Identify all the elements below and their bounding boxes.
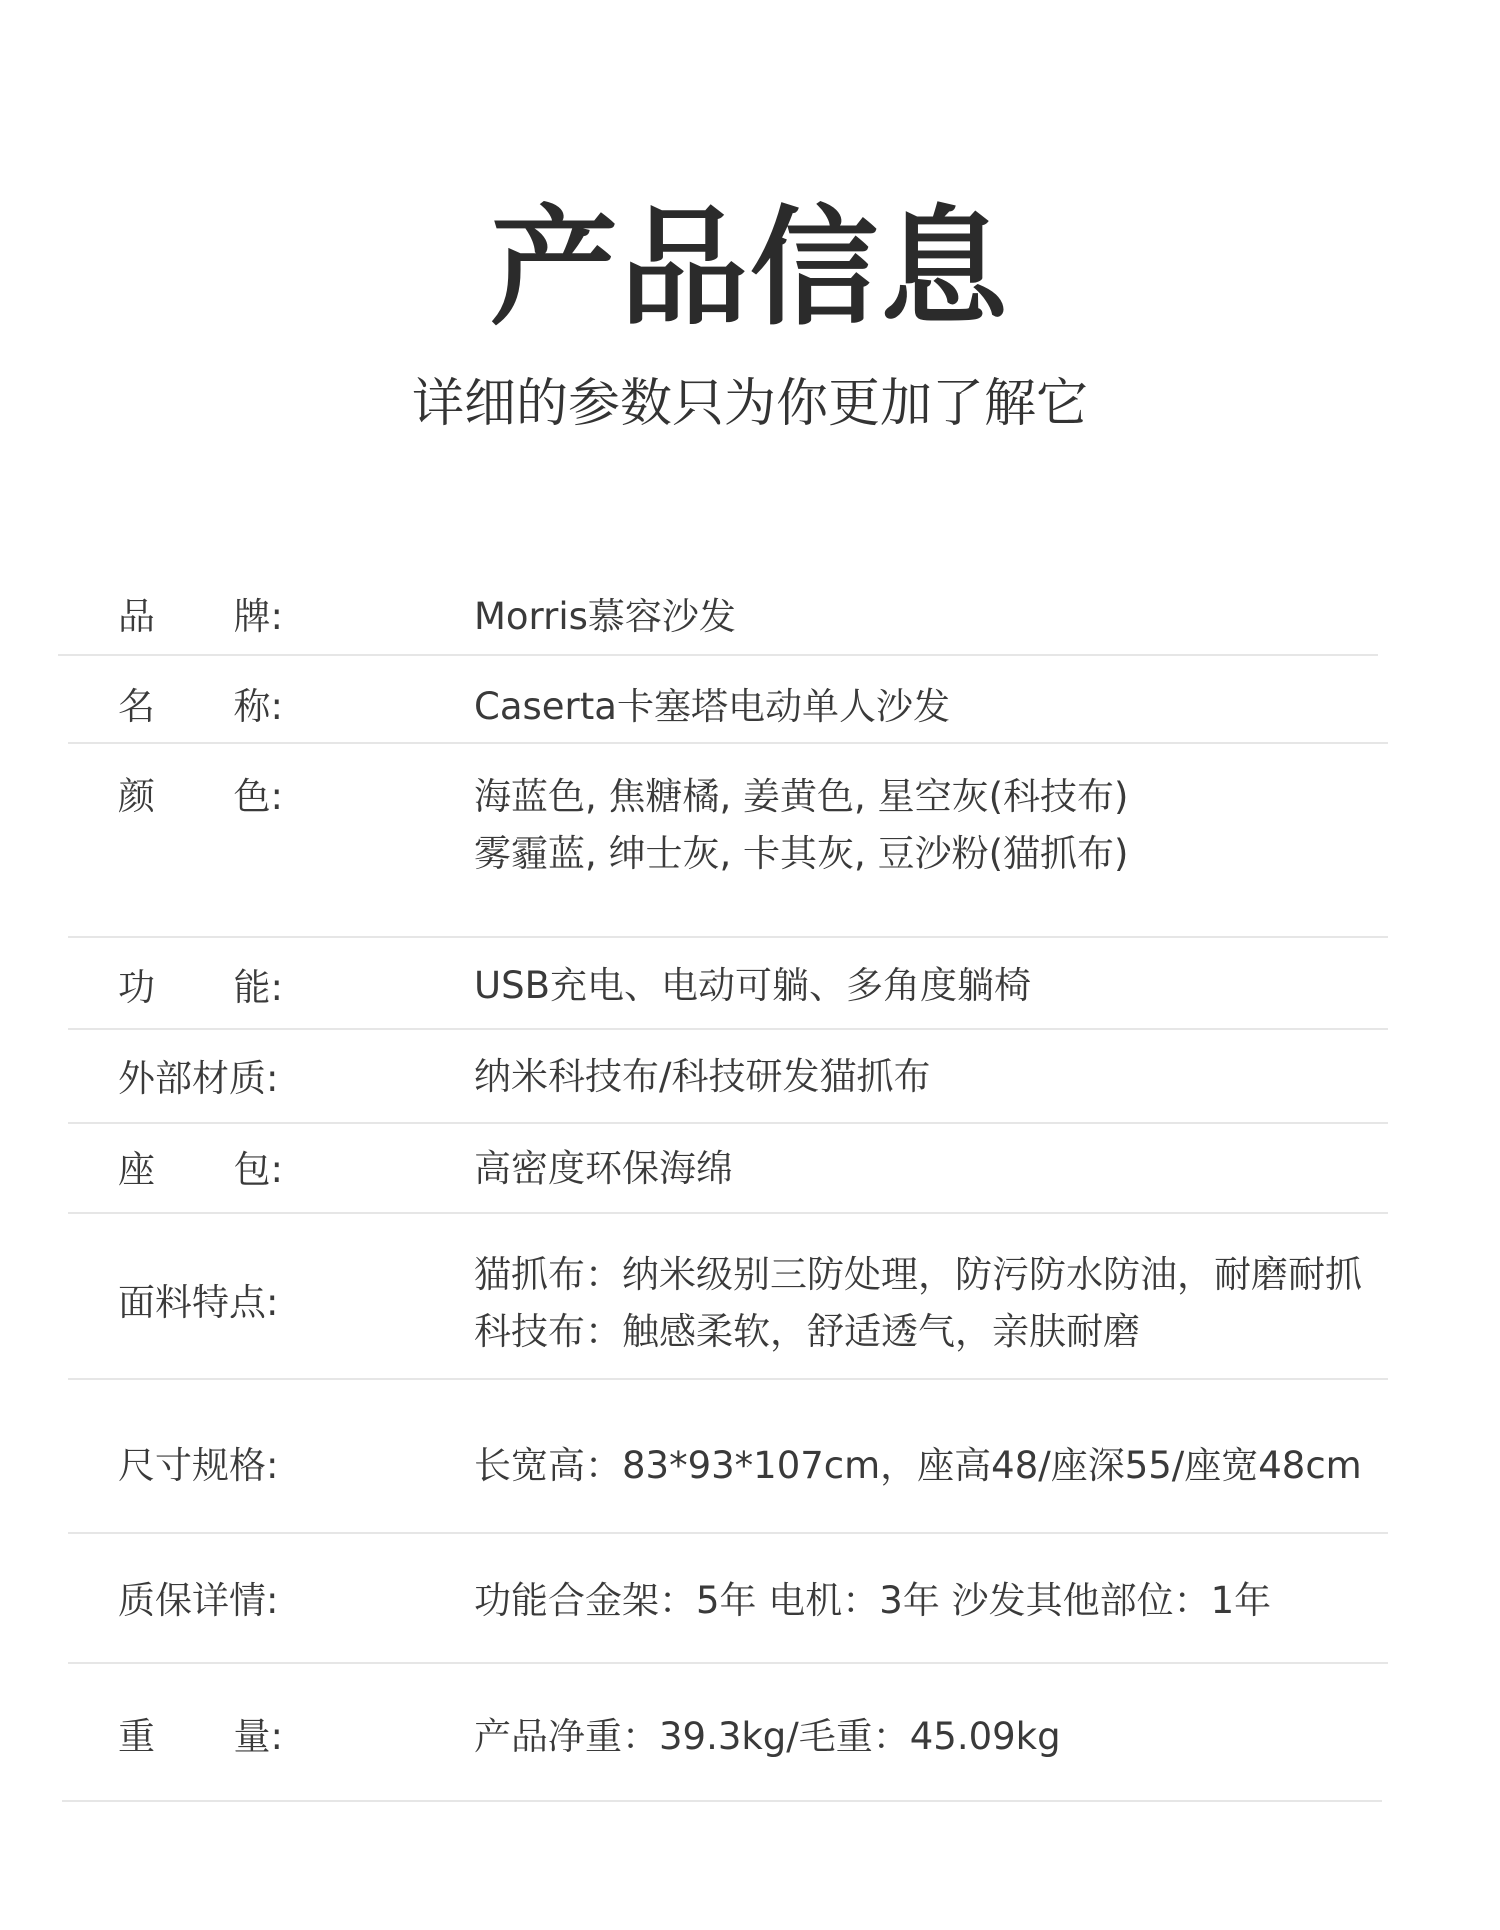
spec-value-fabric: 猫抓布：纳米级别三防处理，防污防水防油，耐磨耐抓 科技布：触感柔软，舒适透气，亲肤耐磨 (474, 1253, 1362, 1353)
spec-value-weight: 产品净重：39.3kg/毛重：45.09kg (474, 1715, 1061, 1758)
row-divider (68, 1532, 1388, 1534)
spec-value-material: 纳米科技布/科技研发猫抓布 (474, 1055, 931, 1098)
row-divider (68, 936, 1388, 938)
row-divider (68, 1378, 1388, 1380)
spec-label-brand: 品 牌: (118, 595, 283, 638)
spec-label-material: 外部材质: (118, 1057, 279, 1100)
spec-label-weight: 重 量: (118, 1715, 283, 1758)
page-subtitle: 详细的参数只为你更加了解它 (411, 374, 1088, 434)
spec-value-size: 长宽高：83*93*107cm，座高48/座深55/座宽48cm (474, 1444, 1362, 1487)
spec-label-name: 名 称: (118, 685, 283, 728)
spec-value-brand: Morris慕容沙发 (474, 595, 736, 638)
spec-value-color: 海蓝色, 焦糖橘, 姜黄色, 星空灰(科技布) 雾霾蓝, 绅士灰, 卡其灰, 豆沙粉(猫抓布) (474, 775, 1129, 875)
spec-label-warranty: 质保详情: (118, 1579, 279, 1622)
row-divider (68, 1028, 1388, 1030)
spec-value-seat: 高密度环保海绵 (474, 1147, 733, 1190)
spec-label-fabric: 面料特点: (118, 1281, 279, 1324)
row-divider (68, 1212, 1388, 1214)
row-divider (68, 1662, 1388, 1664)
spec-value-name: Caserta卡塞塔电动单人沙发 (474, 685, 950, 728)
spec-label-seat: 座 包: (118, 1148, 283, 1191)
spec-value-function: USB充电、电动可躺、多角度躺椅 (474, 964, 1031, 1007)
spec-value-warranty: 功能合金架：5年 电机：3年 沙发其他部位：1年 (474, 1579, 1272, 1622)
row-divider (68, 1122, 1388, 1124)
row-divider (62, 1800, 1382, 1802)
row-divider (58, 654, 1378, 656)
row-divider (68, 742, 1388, 744)
page-title: 产品信息 (489, 194, 1010, 343)
spec-label-function: 功 能: (118, 966, 283, 1009)
spec-label-color: 颜 色: (118, 775, 283, 818)
spec-label-size: 尺寸规格: (118, 1444, 279, 1487)
